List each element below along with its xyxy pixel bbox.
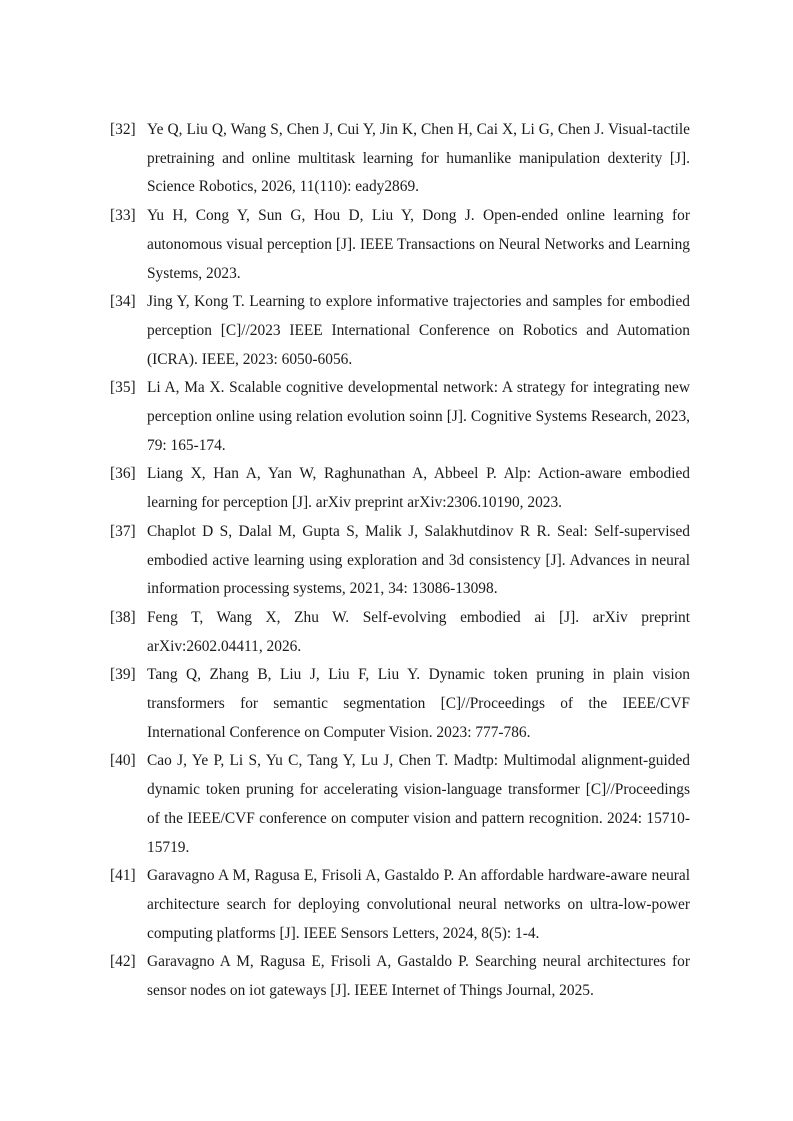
reference-number: [36] [110, 465, 136, 483]
reference-number: [37] [110, 522, 136, 540]
reference-number: [41] [110, 867, 136, 885]
reference-item [110, 948, 690, 1005]
reference-number: [35] [110, 379, 136, 397]
reference-list [110, 116, 690, 1006]
reference-item [110, 374, 690, 460]
reference-number: [33] [110, 207, 136, 225]
reference-text: Cao J, Ye P, Li S, Yu C, Tang Y, Lu J, Chen T. Madtp: Multimodal alignment-guided dynamic token pruning for accelerating vision-language transformer [C]//Proceedings of the IEEE/CVF conference on computer vision and pattern recognition. 2024: 15710-15719. [147, 752, 690, 856]
reference-number: [38] [110, 608, 136, 626]
reference-item [110, 460, 690, 517]
reference-item [110, 288, 690, 374]
reference-number: [40] [110, 752, 136, 770]
reference-text: Jing Y, Kong T. Learning to explore informative trajectories and samples for embodied perception [C]//2023 IEEE International Conference on Robotics and Automation (ICRA). IEEE, 2023: 6050-6056. [147, 293, 690, 368]
reference-text: Feng T, Wang X, Zhu W. Self-evolving embodied ai [J]. arXiv preprint arXiv:2602.04411, 2026. [147, 608, 690, 655]
reference-item [110, 862, 690, 948]
reference-number: [32] [110, 121, 136, 138]
reference-item [110, 116, 690, 202]
reference-text: Ye Q, Liu Q, Wang S, Chen J, Cui Y, Jin K, Chen H, Cai X, Li G, Chen J. Visual-tactile pretraining and online multitask learning for humanlike manipulation dexterity [J]. Science Robotics, 2026, 11(110): eady2869. [147, 121, 690, 196]
reference-text: Chaplot D S, Dalal M, Gupta S, Malik J, Salakhutdinov R R. Seal: Self-supervised embodied active learning using exploration and 3d consistency [J]. Advances in neural information processing systems, 2021, 34: 13086-13098. [147, 522, 690, 598]
reference-item [110, 518, 690, 604]
reference-text: Li A, Ma X. Scalable cognitive developmental network: A strategy for integrating new perception online using relation evolution soinn [J]. Cognitive Systems Research, 2023, 79: 165-174. [147, 379, 690, 454]
reference-text: Tang Q, Zhang B, Liu J, Liu F, Liu Y. Dynamic token pruning in plain vision transformers for semantic segmentation [C]//Proceedings of the IEEE/CVF International Conference on Computer Vision. 2023: 777-786. [147, 666, 690, 741]
reference-item [110, 604, 690, 661]
reference-number: [42] [110, 953, 136, 971]
reference-number: [34] [110, 293, 136, 311]
reference-text: Garavagno A M, Ragusa E, Frisoli A, Gastaldo P. An affordable hardware-aware neural architecture search for deploying convolutional neural networks on ultra-low-power computing platforms [J]. IEEE Sensors Letters, 2024, 8(5): 1-4. [147, 867, 690, 942]
reference-number: [39] [110, 666, 136, 684]
reference-text: Yu H, Cong Y, Sun G, Hou D, Liu Y, Dong J. Open-ended online learning for autonomous visual perception [J]. IEEE Transactions on Neural Networks and Learning Systems, 2023. [147, 207, 690, 282]
reference-item [110, 661, 690, 747]
reference-item [110, 202, 690, 288]
reference-text: Liang X, Han A, Yan W, Raghunathan A, Abbeel P. Alp: Action-aware embodied learning for perception [J]. arXiv preprint arXiv:2306.10190, 2023. [147, 465, 690, 512]
reference-item [110, 747, 690, 862]
reference-text: Garavagno A M, Ragusa E, Frisoli A, Gastaldo P. Searching neural architectures for sensor nodes on iot gateways [J]. IEEE Internet of Things Journal, 2025. [147, 953, 690, 1000]
